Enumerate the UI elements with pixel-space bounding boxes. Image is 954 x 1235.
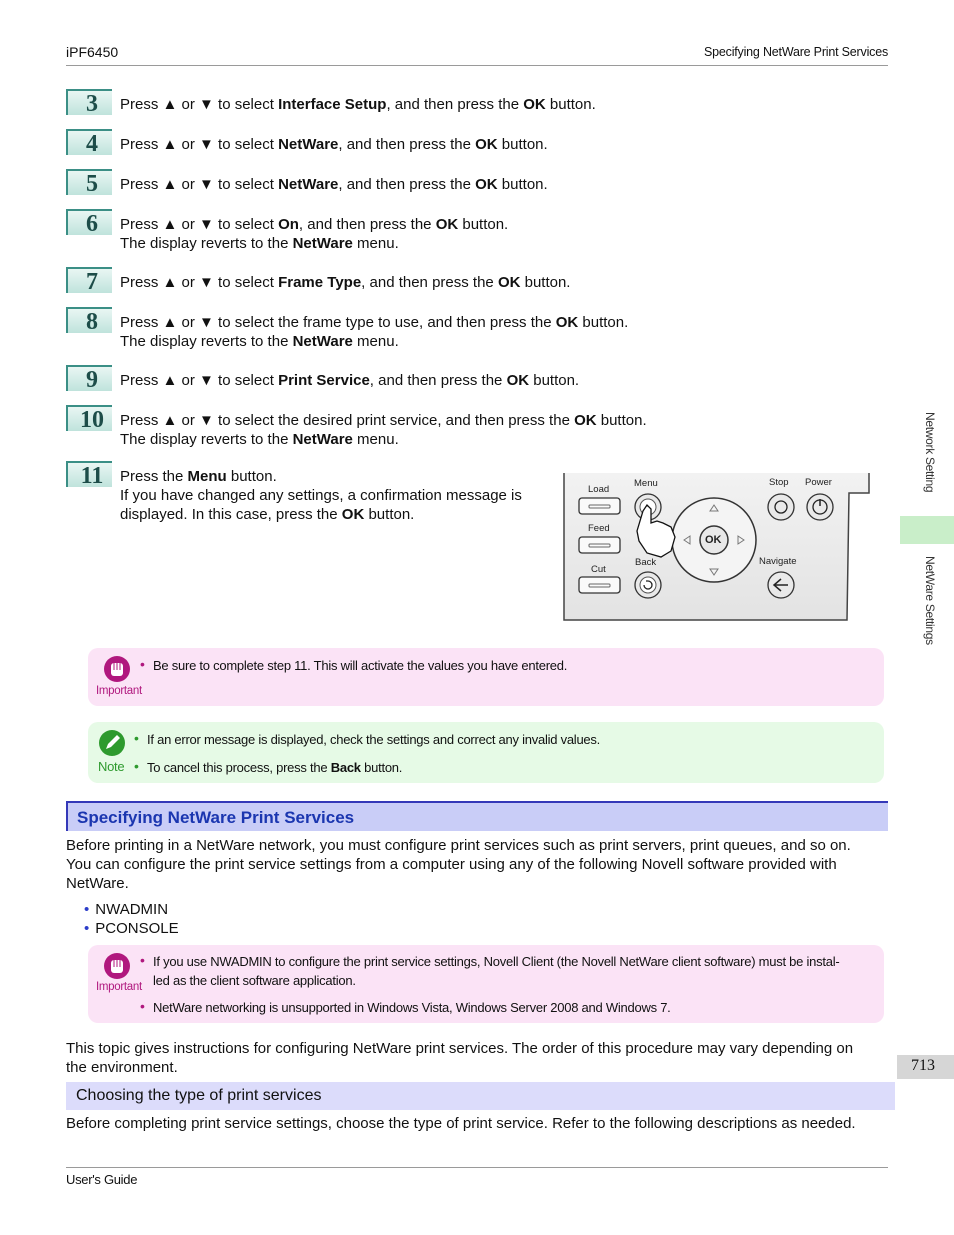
side-tab-highlight (900, 516, 954, 544)
navigate-label: Navigate (759, 556, 797, 567)
step-text: Press ▲ or ▼ to select the frame type to use, and then press the OK button. The display reverts to the NetWare menu. (120, 314, 629, 350)
step-number: 5 (66, 169, 112, 195)
step-text: Press the Menu button. If you have changed any settings, a confirmation message is displayed. In this case, press the OK button. (120, 468, 522, 523)
header-section: Specifying NetWare Print Services (704, 45, 888, 59)
note-item-2: • To cancel this process, press the Back button. (134, 758, 403, 775)
side-tab-netware-settings[interactable]: NetWare Settings (923, 556, 937, 645)
stop-label: Stop (769, 477, 789, 488)
step-number: 9 (66, 365, 112, 391)
control-panel-drawing (563, 473, 871, 623)
menu-label: Menu (634, 478, 658, 489)
section-intro: Before printing in a NetWare network, you must configure print services such as print servers, print queues, and so on. You can configure the print service settings from a computer using any of the following Novell software provided with NetWare. (66, 837, 851, 892)
feed-label: Feed (588, 523, 610, 534)
subsection-heading (66, 1082, 895, 1110)
step-number: 7 (66, 267, 112, 293)
footer-rule (66, 1167, 888, 1168)
topic-paragraph: This topic gives instructions for configuring NetWare print services. The order of this procedure may vary depending on the environment. (66, 1040, 854, 1076)
power-label: Power (805, 477, 832, 488)
step-number: 4 (66, 129, 112, 155)
subsection-title: Choosing the type of print services (76, 1087, 322, 1104)
step-text: Press ▲ or ▼ to select Print Service, and then press the OK button. (120, 372, 580, 389)
step-number: 6 (66, 209, 112, 235)
step-number: 11 (66, 461, 112, 487)
footer-text: User's Guide (66, 1172, 138, 1187)
list-item: • PCONSOLE (84, 920, 179, 937)
important-label: Important (96, 981, 142, 993)
important-label: Important (96, 685, 142, 697)
control-panel-illustration (563, 473, 871, 623)
back-label: Back (635, 557, 657, 568)
step-number: 10 (66, 405, 112, 431)
important-hand-icon (103, 655, 131, 683)
step-number: 3 (66, 89, 112, 115)
important-callout-2 (88, 945, 884, 1023)
load-label: Load (588, 484, 610, 495)
step-number: 8 (66, 307, 112, 333)
list-item: • NWADMIN (84, 901, 169, 918)
important-callout (88, 648, 884, 706)
page-number-box (897, 1055, 954, 1079)
note-callout (88, 722, 884, 783)
step-text: Press ▲ or ▼ to select the desired print service, and then press the OK button. The display reverts to the NetWare menu. (120, 412, 647, 448)
note-pencil-icon (98, 729, 126, 757)
important-item-1: • If you use NWADMIN to configure the print service settings, Novell Client (the Novell NetWare client software) must be instal- led as the client software application. (140, 952, 840, 988)
cut-label: Cut (591, 564, 606, 575)
section-heading (66, 801, 888, 831)
step-text: Press ▲ or ▼ to select NetWare, and then press the OK button. (120, 176, 548, 193)
page-number: 713 (911, 1057, 935, 1074)
important-hand-icon (103, 952, 131, 980)
header-model: iPF6450 (66, 44, 119, 60)
important-item-2: • NetWare networking is unsupported in Windows Vista, Windows Server 2008 and Windows 7. (140, 998, 671, 1015)
step-text: Press ▲ or ▼ to select On, and then press the OK button. The display reverts to the NetWare menu. (120, 216, 509, 252)
important-item: • Be sure to complete step 11. This will activate the values you have entered. (140, 656, 568, 673)
header-rule (66, 65, 888, 66)
note-item-1: • If an error message is displayed, check the settings and correct any invalid values. (134, 730, 601, 747)
step-text: Press ▲ or ▼ to select Frame Type, and then press the OK button. (120, 274, 571, 291)
subsection-paragraph: Before completing print service settings, choose the type of print service. Refer to the following descriptions as needed. (66, 1115, 856, 1132)
step-text: Press ▲ or ▼ to select NetWare, and then press the OK button. (120, 136, 548, 153)
side-tab-network-setting[interactable]: Network Setting (923, 412, 937, 493)
section-title: Specifying NetWare Print Services (77, 808, 355, 827)
ok-label: OK (705, 534, 722, 546)
note-label: Note (98, 759, 125, 774)
step-text: Press ▲ or ▼ to select Interface Setup, and then press the OK button. (120, 96, 596, 113)
